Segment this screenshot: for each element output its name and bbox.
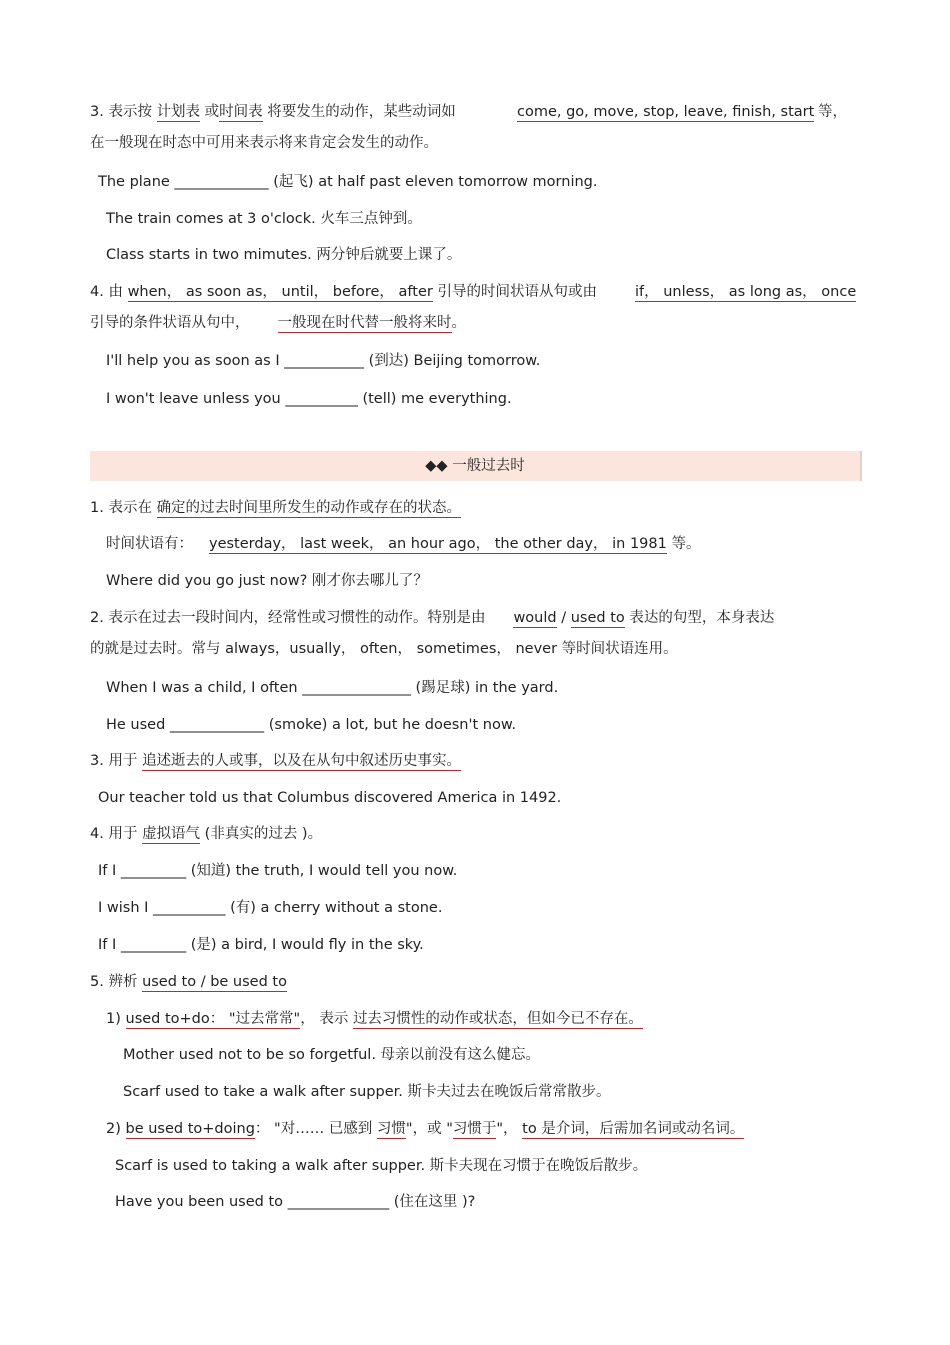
example-live-here: Have you been used to ______________ (住在这里 )? bbox=[115, 1194, 476, 1210]
example-leave: I won't leave unless you __________ (tell) me everything. bbox=[106, 391, 512, 407]
example-mother: Mother used not to be so forgetful. 母亲以前没有这么健忘。 bbox=[123, 1047, 541, 1063]
used-to-do: 1) used to+do： "过去常常"， 表示 过去习惯性的动作或状态，但如今已不存在。 bbox=[106, 1011, 643, 1027]
past-rule-2-line2: 的就是过去时。常与 always，usually， often， sometimes， never 等时间状语连用。 bbox=[90, 641, 678, 657]
example-scarf-now: Scarf is used to taking a walk after supper. 斯卡夫现在习惯于在晚饭后散步。 bbox=[115, 1158, 648, 1174]
be-used-to-doing: 2) be used to+doing： "对…… 已感到 习惯"，或 "习惯于"， to 是介词，后需加名词或动名词。 bbox=[106, 1121, 745, 1137]
example-truth: If I _________ (知道) the truth, I would tell you now. bbox=[98, 863, 458, 879]
rule-4-line1: 4. 由 when， as soon as， until， before， after 引导的时间状语从句或由 bbox=[90, 284, 597, 300]
rule-3-line2: 在一般现在时态中可用来表示将来肯定会发生的动作。 bbox=[90, 135, 438, 151]
past-rule-2-line1: 2. 表示在过去一段时间内，经常性或习惯性的动作。特别是由 would / used to 表达的句型，本身表达 bbox=[90, 610, 775, 626]
rule-3-line1: 3. 表示按 计划表 或时间表 将要发生的动作，某些动词如 bbox=[90, 104, 456, 120]
example-plane: The plane _____________ (起飞) at half past eleven tomorrow morning. bbox=[98, 174, 598, 190]
example-class: Class starts in two mimutes. 两分钟后就要上课了。 bbox=[106, 247, 462, 263]
past-rule-1: 1. 表示在 确定的过去时间里所发生的动作或存在的状态。 bbox=[90, 500, 462, 516]
verb-list: come, go, move, stop, leave, finish, start bbox=[517, 104, 815, 120]
past-rule-3: 3. 用于 追述逝去的人或事，以及在从句中叙述历史事实。 bbox=[90, 753, 462, 769]
example-child: When I was a child, I often _______________ (踢足球) in the yard. bbox=[106, 680, 559, 696]
example-columbus: Our teacher told us that Columbus discovered America in 1492. bbox=[98, 790, 562, 806]
example-smoke: He used _____________ (smoke) a lot, but he doesn't now. bbox=[106, 717, 516, 733]
section-title: ◆◆ 一般过去时 bbox=[425, 458, 525, 474]
example-scarf-past: Scarf used to take a walk after supper. 斯卡夫过去在晚饭后常常散步。 bbox=[123, 1084, 611, 1100]
example-bird: If I _________ (是) a bird, I would fly in the sky. bbox=[98, 937, 424, 953]
example-train: The train comes at 3 o'clock. 火车三点钟到。 bbox=[106, 211, 422, 227]
rule-3-deng: 等， bbox=[818, 104, 847, 120]
keyword-schedule: 计划表 bbox=[156, 104, 201, 120]
keyword-present-for-future: 一般现在时代替一般将来时 bbox=[277, 315, 452, 331]
keyword-timetable: 时间表 bbox=[219, 104, 263, 120]
time-adverbials: 时间状语有： yesterday， last week， an hour ago， the other day， in 1981 等。 bbox=[106, 536, 701, 552]
section-header-simple-past bbox=[90, 451, 862, 481]
condition-conjunctions: if， unless， as long as， once bbox=[635, 284, 857, 300]
rule-4-line2: 引导的条件状语从句中， 一般现在时代替一般将来时。 bbox=[90, 315, 466, 331]
past-rule-5: 5. 辨析 used to / be used to bbox=[90, 974, 287, 990]
example-where: Where did you go just now? 刚才你去哪儿了？ bbox=[106, 573, 428, 589]
example-arrive: I'll help you as soon as I ___________ (到达) Beijing tomorrow. bbox=[106, 353, 541, 369]
past-rule-4: 4. 用于 虚拟语气 (非真实的过去 )。 bbox=[90, 826, 323, 842]
example-cherry: I wish I __________ (有) a cherry without a stone. bbox=[98, 900, 443, 916]
time-conjunctions: when， as soon as， until， before， after bbox=[127, 284, 433, 300]
